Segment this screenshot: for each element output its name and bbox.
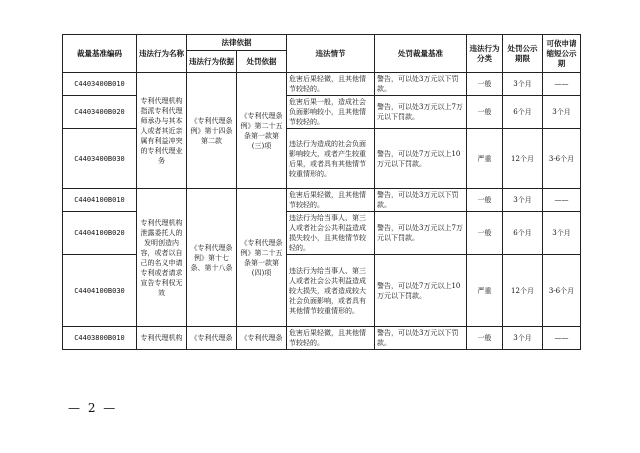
- classification-cell: 严重: [467, 129, 503, 189]
- shorten-cell: ——: [543, 189, 581, 212]
- shorten-cell: 3个月: [543, 96, 581, 129]
- shorten-cell: ——: [543, 73, 581, 96]
- period-cell: 12个月: [503, 129, 543, 189]
- header-standard: 处罚裁量基准: [375, 35, 467, 73]
- shorten-cell: 3-6个月: [543, 255, 581, 327]
- standard-cell: 警告，可以处3万元以下罚款。: [375, 73, 467, 96]
- period-cell: 6个月: [503, 96, 543, 129]
- classification-cell: 严重: [467, 255, 503, 327]
- standard-cell: 警告，可以处7万元以上10万元以下罚款。: [375, 129, 467, 189]
- shorten-cell: 3-6个月: [543, 129, 581, 189]
- penalty-basis-cell: 《专利代理条: [237, 327, 287, 350]
- header-classification: 违法行为分类: [467, 35, 503, 73]
- standard-cell: 警告，可以处7万元以上10万元以下罚款。: [375, 255, 467, 327]
- table-row: [63, 189, 581, 212]
- violation-name-cell: 专利代理机构: [137, 327, 187, 350]
- circumstance-cell: 违法行为造成的社会负面影响较大，或者产生较重后果，或者具有其他情节较重情形的。: [287, 129, 375, 189]
- standard-cell: 警告，可以处3万元以上7万元以下罚款。: [375, 212, 467, 255]
- circumstance-cell: 危害后果轻微，且其他情节较轻的。: [287, 73, 375, 96]
- circumstance-cell: 违法行为给当事人、第三人或者社会公共利益造成较大损失，或者造成较大社会负面影响，或者具有其他情节较重情形的。: [287, 255, 375, 327]
- circumstance-cell: 危害后果轻微，且其他情节较轻的。: [287, 189, 375, 212]
- code-cell: C4403400B030: [63, 129, 137, 189]
- circumstance-cell: 违法行为给当事人、第三人或者社会公共利益造成损失较小，且其他情节较轻的。: [287, 212, 375, 255]
- discretion-standard-table: [62, 34, 581, 350]
- table-row: [63, 73, 581, 96]
- header-legal-basis: 法律依据: [187, 35, 287, 51]
- shorten-cell: 3个月: [543, 212, 581, 255]
- standard-cell: 警告，可以处3万元以下罚款。: [375, 189, 467, 212]
- period-cell: 6个月: [503, 212, 543, 255]
- standard-cell: 警告，可以处3万元以上7万元以下罚款。: [375, 96, 467, 129]
- period-cell: 3个月: [503, 327, 543, 350]
- classification-cell: 一般: [467, 73, 503, 96]
- header-name: 违法行为名称: [137, 35, 187, 73]
- header-shorten: 可依申请缩短公示期: [543, 35, 581, 73]
- classification-cell: 一般: [467, 96, 503, 129]
- period-cell: 3个月: [503, 73, 543, 96]
- code-cell: C4404100B030: [63, 255, 137, 327]
- circumstance-cell: 危害后果轻微，且其他情节较轻的。: [287, 327, 375, 350]
- classification-cell: 一般: [467, 327, 503, 350]
- code-cell: C4403800B010: [63, 327, 137, 350]
- violation-basis-cell: 《专利代理条例》第十七条、第十八条: [187, 189, 237, 327]
- code-cell: C4403400B020: [63, 96, 137, 129]
- standard-cell: 警告，可以处3万元以下罚款。: [375, 327, 467, 350]
- penalty-basis-cell: 《专利代理条例》第二十五条第一款第(三)项: [237, 73, 287, 189]
- header-period: 处罚公示期限: [503, 35, 543, 73]
- header-circumstance: 违法情节: [287, 35, 375, 73]
- table-row: [63, 327, 581, 350]
- code-cell: C4404100B010: [63, 189, 137, 212]
- header-violation-basis: 违法行为依据: [187, 51, 237, 73]
- code-cell: C4403400B010: [63, 73, 137, 96]
- classification-cell: 一般: [467, 212, 503, 255]
- header-penalty-basis: 处罚依据: [237, 51, 287, 73]
- violation-basis-cell: 《专利代理条: [187, 327, 237, 350]
- shorten-cell: ——: [543, 327, 581, 350]
- code-cell: C4404100B020: [63, 212, 137, 255]
- page-number: — 2 —: [68, 401, 118, 415]
- classification-cell: 一般: [467, 189, 503, 212]
- period-cell: 12个月: [503, 255, 543, 327]
- header-code: 裁量基准编码: [63, 35, 137, 73]
- circumstance-cell: 危害后果一般，造成社会负面影响较小，且其他情节较轻的。: [287, 96, 375, 129]
- violation-name-cell: 专利代理机构泄露委托人的发明创造内容，或者以自己的名义申请专利或者请求宣告专利权无效: [137, 189, 187, 327]
- penalty-basis-cell: 《专利代理条例》第二十五条第一款第(四)项: [237, 189, 287, 327]
- violation-name-cell: 专利代理机构指派专利代理师承办与其本人或者其近亲属有利益冲突的专利代理业务: [137, 73, 187, 189]
- period-cell: 3个月: [503, 189, 543, 212]
- violation-basis-cell: 《专利代理条例》第十四条第二款: [187, 73, 237, 189]
